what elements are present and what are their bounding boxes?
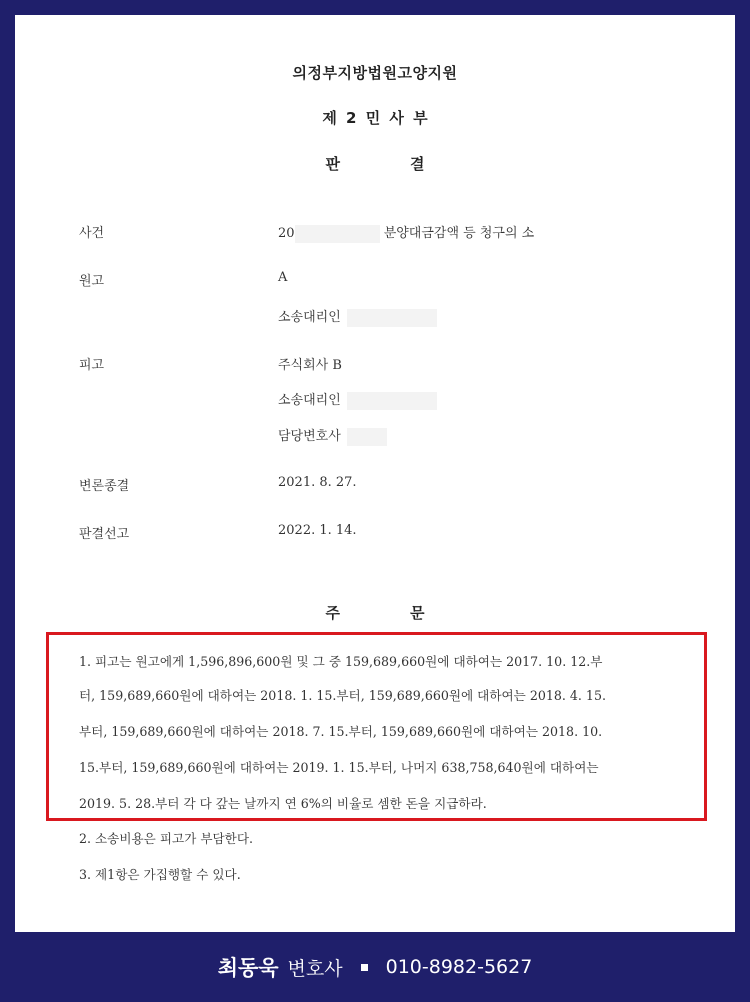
case-label: 사건 [79, 226, 105, 241]
order-item-1-line: 부터, 159,689,660원에 대하여는 2018. 7. 15.부터, 159,689,660원에 대하여는 2018. 10. [79, 724, 603, 739]
closing-label: 변론종결 [79, 479, 130, 494]
judgment-document [15, 15, 735, 932]
redacted-defendant-counsel [347, 392, 437, 410]
order-item-1-line: 2019. 5. 28.부터 각 다 갚는 날까지 연 6%의 비율로 셈한 돈을 지급하라. [79, 796, 487, 811]
redacted-case-number [295, 225, 380, 243]
order-item-2: 2. 소송비용은 피고가 부담한다. [79, 831, 254, 846]
title-right: 결 [410, 155, 425, 173]
order-heading-right: 문 [410, 604, 425, 622]
case-value [278, 222, 534, 243]
defendant-counsel [278, 389, 437, 410]
defendant-label: 피고 [79, 358, 105, 373]
separator-dot-icon [361, 964, 368, 971]
lawyer-name: 최동욱 [217, 956, 279, 980]
title-left: 판 [325, 155, 340, 173]
plaintiff-label: 원고 [79, 274, 105, 289]
case-number-prefix: 20 [278, 226, 295, 241]
order-item-1-line: 터, 159,689,660원에 대하여는 2018. 1. 15.부터, 159,689,660원에 대하여는 2018. 4. 15. [79, 688, 606, 703]
order-heading-left: 주 [325, 604, 340, 622]
document-title [15, 153, 735, 174]
order-heading [15, 602, 735, 623]
order-item-1-line: 15.부터, 159,689,660원에 대하여는 2019. 1. 15.부터, 나머지 638,758,640원에 대하여는 [79, 760, 599, 775]
judgment-date-label: 판결선고 [79, 527, 130, 542]
redacted-plaintiff-counsel [347, 309, 437, 327]
defendant-name: 주식회사 B [278, 358, 342, 373]
judgment-date: 2022. 1. 14. [278, 523, 357, 538]
lawyer-banner [0, 947, 750, 987]
defendant-attorney-label: 담당변호사 [278, 429, 341, 444]
order-item-3: 3. 제1항은 가집행할 수 있다. [79, 867, 241, 882]
defendant-counsel-label: 소송대리인 [278, 393, 341, 408]
case-name: 분양대금감액 등 청구의 소 [383, 226, 535, 241]
redacted-defendant-attorney [347, 428, 387, 446]
lawyer-title: 변호사 [287, 957, 343, 980]
court-name: 의정부지방법원고양지원 [292, 64, 458, 82]
court-division: 제 2 민 사 부 [322, 109, 428, 127]
plaintiff-counsel-label: 소송대리인 [278, 310, 341, 325]
phone-number: 010-8982-5627 [385, 956, 533, 978]
order-item-1-line: 1. 피고는 원고에게 1,596,896,600원 및 그 중 159,689,660원에 대하여는 2017. 10. 12.부 [79, 654, 603, 669]
plaintiff-counsel [278, 306, 437, 327]
plaintiff-name: A [278, 270, 288, 285]
closing-date: 2021. 8. 27. [278, 475, 357, 490]
defendant-attorney [278, 425, 387, 446]
